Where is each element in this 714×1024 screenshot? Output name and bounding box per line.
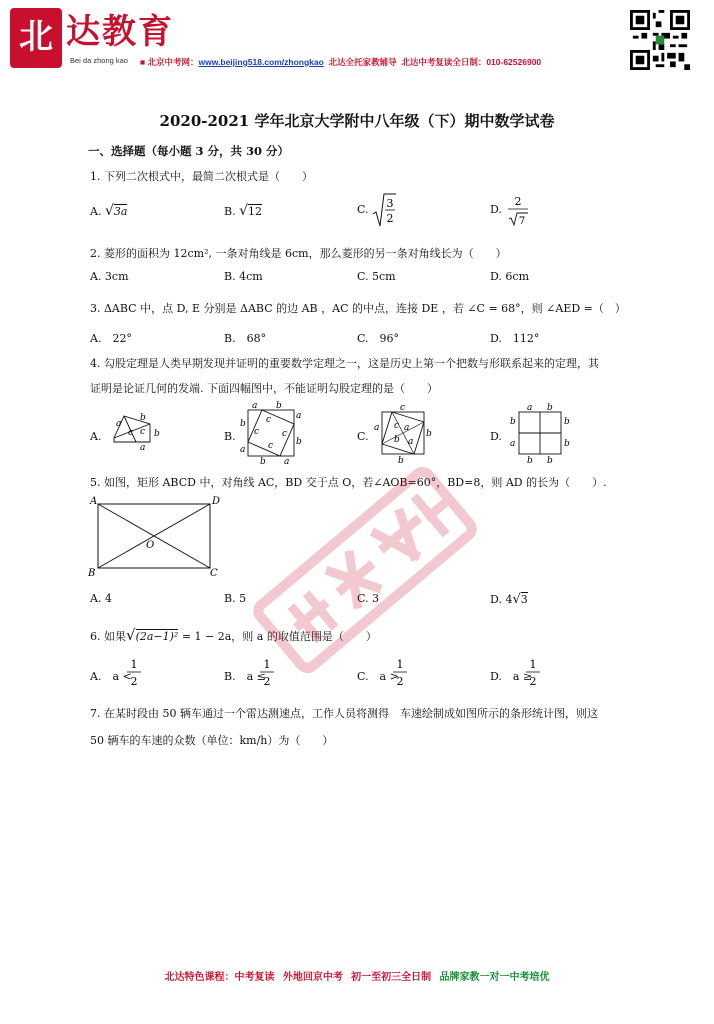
q5-option-b: B. 5 [224,592,247,605]
sqrt-sign: √ [104,203,114,219]
svg-text:b: b [426,429,432,439]
svg-text:c: c [254,427,260,437]
q4-figure-c [370,400,436,466]
point-a-label: A [90,496,98,507]
svg-text:b: b [564,439,570,449]
option-text: A. a < [90,670,132,683]
option-letter: D. [490,203,502,216]
footer-label: 北达特色课程： [164,972,235,983]
question-5: 5. 如图，矩形 ABCD 中，对角线 AC，BD 交于点 O，若∠AOB=60°，BD=8，则 AD 的长为（ ）. [90,476,607,489]
frac-num: 3 [386,197,394,210]
q3-option-c: C. 96° [357,332,400,345]
q3-option-a: A. 22° [90,332,132,345]
svg-text:b: b [547,403,553,413]
question-7-line-2: 50 辆车的车速的众数（单位：km/h）为（ ） [90,734,334,747]
q2-option-b: B. 4cm [224,270,263,283]
svg-text:a: a [374,423,380,433]
svg-text:b: b [547,456,553,466]
q2-option-c: C. 5cm [357,270,396,283]
q6-b-fraction [259,656,275,690]
frac-num: 2 [514,195,522,208]
svg-text:a: a [140,443,146,450]
q1-d-fraction [506,192,530,230]
option-text: D. a ≥ [490,670,533,683]
coef: 4 [505,593,513,606]
point-o-label: O [146,540,155,551]
svg-text:b: b [140,413,146,423]
q3-option-d: D. 112° [490,332,540,345]
svg-text:b: b [527,456,533,466]
q4-figure-a [100,410,166,450]
q6-suffix: = 1 − 2a，则 a 的取值范围是（ ） [181,630,377,643]
q2-option-a: A. 3cm [90,270,129,283]
option-letter: B. [224,205,236,218]
q1-option-b [224,203,262,219]
q5-rectangle-figure [86,494,226,578]
q3-option-b: B. 68° [224,332,267,345]
option-letter: C. [357,203,369,216]
radicand: 3a [113,205,128,218]
svg-text:b: b [398,456,404,466]
svg-text:a: a [116,419,122,429]
sqrt-sign: √ [126,626,136,644]
q6-a-fraction [126,656,142,690]
option-letter: D. [490,593,502,606]
svg-text:b: b [296,437,302,447]
svg-text:c: c [282,429,288,439]
svg-text:2: 2 [396,675,404,688]
q2-option-d: D. 6cm [490,270,530,283]
svg-text:b: b [394,435,400,445]
svg-text:c: c [268,441,274,451]
site-url-link[interactable]: www.beijing518.com/zhongkao [198,57,324,67]
svg-text:b: b [510,417,516,427]
radicand: (2a−1)² [135,630,179,643]
question-4-line-2: 证明是论证几何的发端. 下面四幅图中，不能证明勾股定理的是（ ） [90,382,438,395]
q4-option-d: D. [490,430,502,443]
sqrt-sign: √ [239,203,249,219]
svg-text:a: a [252,401,258,411]
svg-text:a: a [284,457,290,466]
point-c-label: C [210,568,218,578]
question-4-line-1: 4. 勾股定理是人类早期发现并证明的重要数学定理之一，这是历史上第一个把数与形联系起来的定理，其 [90,357,599,370]
q5-option-c: C. 3 [357,592,380,605]
option-text: C. a > [357,670,399,683]
site-label: ■ 北京中考网： [140,57,199,67]
svg-text:2: 2 [529,675,537,688]
svg-text:a: a [408,437,414,447]
sqrt-sign: √ [512,592,521,607]
footer-item: 外地回京中考 [282,972,343,983]
q4-option-a: A. [90,430,102,443]
radicand: 12 [248,205,263,218]
q1-option-c [357,203,369,216]
svg-text:c: c [128,428,134,438]
q6-d-fraction [525,656,541,690]
svg-text:1: 1 [263,658,271,671]
option-letter: A. [90,205,102,218]
svg-text:a: a [527,403,533,413]
option-text: B. a ≤ [224,670,266,683]
svg-text:b: b [564,417,570,427]
point-b-label: B [88,568,96,578]
radicand: 3 [520,593,528,606]
footer-item: 中考复读 [234,972,275,983]
header-tag-1: 北达全托家教辅导 [328,57,397,67]
q6-prefix: 6. 如果 [90,630,126,643]
point-d-label: D [212,496,221,507]
logo-name: 达教育 [66,12,174,52]
q1-option-d [490,203,502,216]
svg-text:2: 2 [263,675,271,688]
footer-item: 品牌家教一对一中考培优 [439,972,550,983]
svg-text:c: c [266,415,272,425]
svg-text:a: a [240,445,246,455]
svg-text:b: b [240,419,246,429]
svg-text:b: b [154,429,160,439]
qr-code-icon [630,10,690,70]
question-1: 1. 下列二次根式中，最简二次根式是（ ） [90,170,313,183]
q1-c-sqrt-fraction [372,192,396,230]
svg-text:1: 1 [396,658,404,671]
question-7-line-1: 7. 在某时段由 50 辆车通过一个雷达测速点，工作人员将测得 车速绘制成如图所示的条形统计图，则这 [90,707,598,720]
header-links [140,56,541,68]
q1-option-a [90,203,127,219]
svg-text:a: a [404,423,410,433]
question-6 [90,626,377,644]
logo-pinyin: Bei da zhong kao [70,56,128,65]
svg-text:a: a [296,411,302,421]
frac-den: 2 [386,212,394,225]
svg-text:1: 1 [529,658,537,671]
svg-text:1: 1 [130,658,138,671]
svg-text:c: c [400,403,406,413]
q4-option-c: C. [357,430,369,443]
q4-option-b: B. [224,430,236,443]
q4-figure-d [505,400,575,466]
logo-mark: 北 [10,8,62,68]
svg-text:b: b [260,457,266,466]
question-2: 2. 菱形的面积为 12cm², 一条对角线是 6cm，那么菱形的另一条对角线长为（ ） [90,247,507,260]
svg-text:c: c [140,427,146,437]
section-title: 一、选择题（每小题 3 分，共 30 分） [88,144,290,158]
q6-c-fraction [392,656,408,690]
q5-option-d [490,592,528,607]
svg-text:b: b [276,401,282,411]
svg-text:a: a [510,439,516,449]
header-tag-2: 北达中考复读全日制：010-62526900 [401,57,542,67]
page-title: 2020-2021 学年北京大学附中八年级（下）期中数学试卷 [159,112,555,130]
footer [0,968,714,983]
frac-den: 7 [518,216,526,227]
q4-figure-b [238,400,304,466]
svg-text:c: c [394,421,400,431]
question-3: 3. ΔABC 中，点 D, E 分别是 ΔABC 的边 AB ，AC 的中点，连接 DE ，若 ∠C = 68°，则 ∠AED =（ ） [90,302,626,315]
q5-option-a: A. 4 [90,592,112,605]
svg-text:2: 2 [130,675,138,688]
footer-item: 初一至初三全日制 [351,972,432,983]
